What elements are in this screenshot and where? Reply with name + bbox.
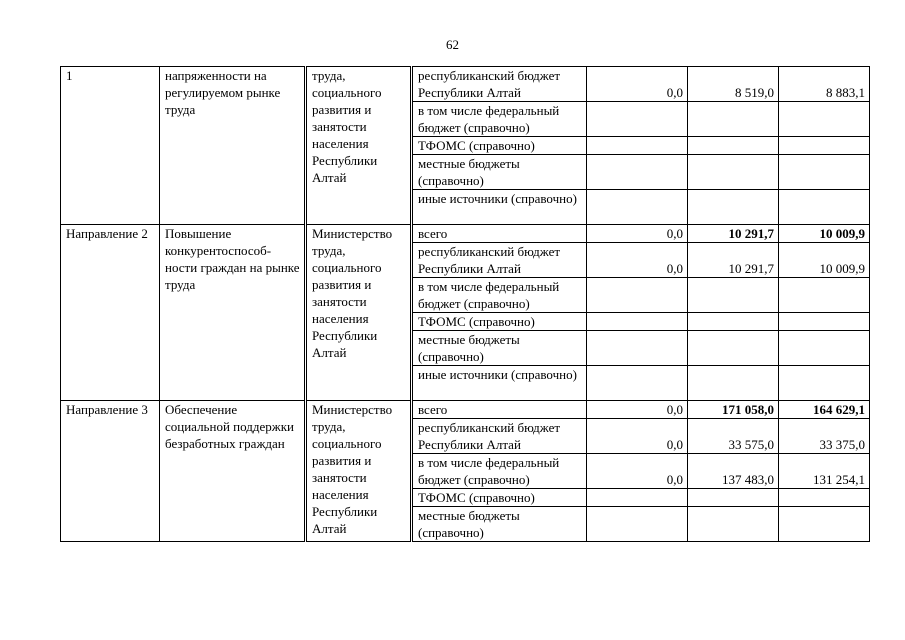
value-cell-1: 0,0: [587, 67, 688, 102]
value-cell-1: [587, 137, 688, 155]
funding-source-cell: в том числе федеральный бюджет (справочно): [412, 278, 587, 313]
value-cell-1: 0,0: [587, 243, 688, 278]
funding-source-cell: всего: [412, 225, 587, 243]
funding-source-cell: в том числе федеральный бюджет (справочно): [412, 102, 587, 137]
value-cell-2: [688, 507, 779, 542]
value-cell-3: [779, 278, 870, 313]
value-cell-3: [779, 366, 870, 401]
value-cell-2: 10 291,7: [688, 243, 779, 278]
value-cell-1: [587, 190, 688, 225]
value-cell-3: [779, 155, 870, 190]
section-executor-cell: Министерство труда, социального развития и занятости населения Республики Алтай: [306, 225, 412, 401]
table-body: [61, 67, 870, 542]
table-row: [61, 225, 870, 243]
value-cell-2: [688, 137, 779, 155]
value-cell-3: 10 009,9: [779, 225, 870, 243]
value-cell-1: [587, 331, 688, 366]
value-cell-2: [688, 102, 779, 137]
funding-source-cell: ТФОМС (справочно): [412, 489, 587, 507]
funding-source-cell: иные источники (справочно): [412, 366, 587, 401]
value-cell-2: 137 483,0: [688, 454, 779, 489]
section-executor-cell: Министерство труда, социального развития и занятости населения Республики Алтай: [306, 401, 412, 542]
section-code-cell: 1: [61, 67, 160, 225]
funding-source-cell: республиканский бюджет Республики Алтай: [412, 67, 587, 102]
value-cell-1: [587, 489, 688, 507]
funding-source-cell: в том числе федеральный бюджет (справочно): [412, 454, 587, 489]
value-cell-3: 8 883,1: [779, 67, 870, 102]
value-cell-2: [688, 313, 779, 331]
value-cell-2: 171 058,0: [688, 401, 779, 419]
value-cell-1: [587, 313, 688, 331]
value-cell-1: 0,0: [587, 419, 688, 454]
value-cell-1: 0,0: [587, 401, 688, 419]
funding-source-cell: республиканский бюджет Республики Алтай: [412, 419, 587, 454]
value-cell-3: 164 629,1: [779, 401, 870, 419]
section-code-cell: Направление 3: [61, 401, 160, 542]
section-title-cell: Повышение конкурентоспособ- ности граждан на рынке труда: [160, 225, 306, 401]
value-cell-2: 8 519,0: [688, 67, 779, 102]
funding-source-cell: республиканский бюджет Республики Алтай: [412, 243, 587, 278]
table-row: [61, 67, 870, 102]
value-cell-3: [779, 331, 870, 366]
value-cell-3: 33 375,0: [779, 419, 870, 454]
value-cell-2: 33 575,0: [688, 419, 779, 454]
funding-source-cell: местные бюджеты (справочно): [412, 507, 587, 542]
value-cell-2: [688, 489, 779, 507]
value-cell-1: [587, 507, 688, 542]
value-cell-1: [587, 155, 688, 190]
value-cell-2: [688, 331, 779, 366]
value-cell-3: [779, 313, 870, 331]
value-cell-3: [779, 190, 870, 225]
funding-source-cell: иные источники (справочно): [412, 190, 587, 225]
funding-source-cell: местные бюджеты (справочно): [412, 155, 587, 190]
funding-source-cell: ТФОМС (справочно): [412, 137, 587, 155]
funding-source-cell: местные бюджеты (справочно): [412, 331, 587, 366]
value-cell-2: 10 291,7: [688, 225, 779, 243]
section-executor-cell: труда, социального развития и занятости населения Республики Алтай: [306, 67, 412, 225]
funding-source-cell: ТФОМС (справочно): [412, 313, 587, 331]
funding-source-cell: всего: [412, 401, 587, 419]
value-cell-3: [779, 489, 870, 507]
value-cell-1: [587, 366, 688, 401]
value-cell-1: [587, 278, 688, 313]
value-cell-2: [688, 366, 779, 401]
section-code-cell: Направление 2: [61, 225, 160, 401]
value-cell-2: [688, 155, 779, 190]
value-cell-2: [688, 190, 779, 225]
section-title-cell: напряженности на регулируемом рынке труда: [160, 67, 306, 225]
section-title-cell: Обеспечение социальной поддержки безработных граждан: [160, 401, 306, 542]
table-row: [61, 401, 870, 419]
value-cell-3: [779, 137, 870, 155]
value-cell-1: [587, 102, 688, 137]
value-cell-3: [779, 102, 870, 137]
value-cell-3: 10 009,9: [779, 243, 870, 278]
value-cell-3: 131 254,1: [779, 454, 870, 489]
budget-table: [60, 66, 870, 542]
value-cell-3: [779, 507, 870, 542]
value-cell-1: 0,0: [587, 454, 688, 489]
value-cell-1: 0,0: [587, 225, 688, 243]
page-number: 62: [446, 37, 459, 52]
value-cell-2: [688, 278, 779, 313]
